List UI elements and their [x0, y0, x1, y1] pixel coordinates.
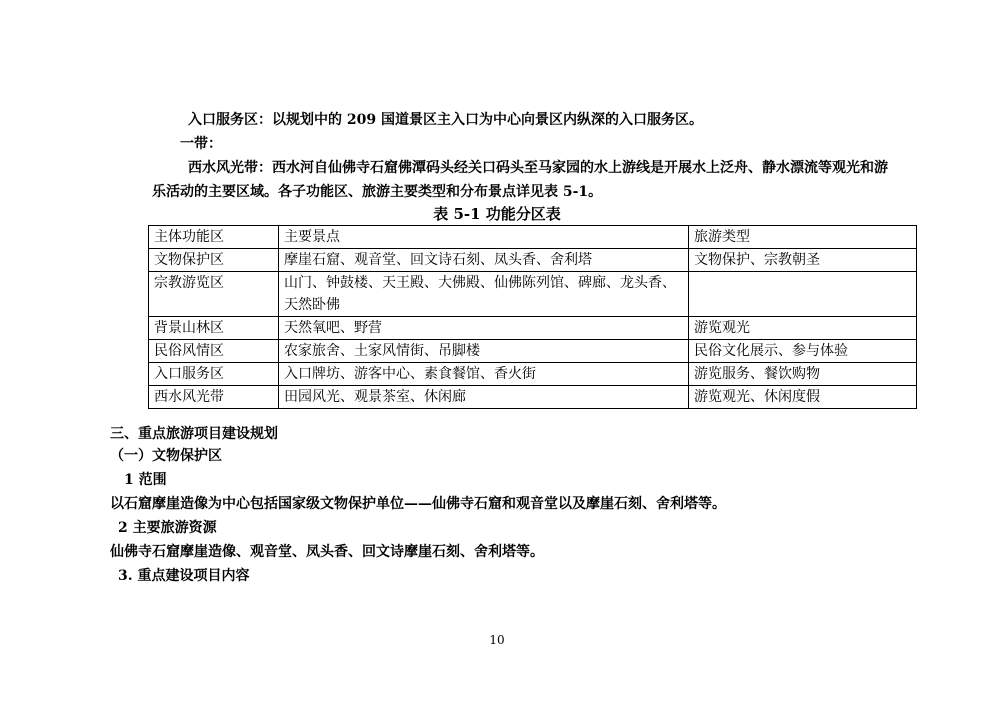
table-caption: 表 5-1 功能分区表	[433, 205, 561, 223]
header-spots: 主要景点	[279, 226, 689, 249]
cell-type: 游览观光、休闲度假	[689, 386, 917, 409]
table-row	[149, 249, 917, 272]
cell-zone: 民俗风情区	[149, 340, 279, 363]
table-row	[149, 340, 917, 363]
cell-type: 文物保护、宗教朝圣	[689, 249, 917, 272]
cell-spots: 天然氧吧、野营	[279, 317, 689, 340]
cell-type	[689, 272, 917, 317]
table-row	[149, 272, 917, 317]
cell-spots: 农家旅舍、土家风情街、吊脚楼	[279, 340, 689, 363]
table-row	[149, 386, 917, 409]
cell-spots: 入口牌坊、游客中心、素食餐馆、香火街	[279, 363, 689, 386]
table-row	[149, 363, 917, 386]
cell-zone: 文物保护区	[149, 249, 279, 272]
item-text-1: 以石窟摩崖造像为中心包括国家级文物保护单位——仙佛寺石窟和观音堂以及摩崖石刻、舍利塔等。	[110, 496, 726, 512]
item-heading-3: 3. 重点建设项目内容	[118, 568, 250, 584]
table-row	[149, 317, 917, 340]
paragraph-xishui-line1: 西水风光带：西水河自仙佛寺石窟佛潭码头经关口码头至马家园的水上游线是开展水上泛舟、静水漂流等观光和游	[188, 160, 888, 176]
cell-type: 游览服务、餐饮购物	[689, 363, 917, 386]
cell-type: 民俗文化展示、参与体验	[689, 340, 917, 363]
item-text-2: 仙佛寺石窟摩崖造像、观音堂、凤头香、回文诗摩崖石刻、舍利塔等。	[110, 544, 544, 560]
cell-zone: 入口服务区	[149, 363, 279, 386]
cell-spots: 田园风光、观景茶室、休闲廊	[279, 386, 689, 409]
section-heading-3: 三、重点旅游项目建设规划	[110, 426, 278, 442]
cell-zone: 宗教游览区	[149, 272, 279, 317]
item-heading-1: 1 范围	[124, 472, 167, 488]
cell-zone: 背景山林区	[149, 317, 279, 340]
header-type: 旅游类型	[689, 226, 917, 249]
item-heading-2: 2 主要旅游资源	[118, 520, 217, 536]
subsection-heading-1: （一）文物保护区	[110, 448, 222, 464]
cell-spots: 摩崖石窟、观音堂、回文诗石刻、凤头香、舍利塔	[279, 249, 689, 272]
paragraph-one-belt: 一带：	[180, 136, 222, 152]
paragraph-entry-zone: 入口服务区：以规划中的 209 国道景区主入口为中心向景区内纵深的入口服务区。	[188, 112, 703, 128]
cell-spots: 山门、钟鼓楼、天王殿、大佛殿、仙佛陈列馆、碑廊、龙头香、 天然卧佛	[279, 272, 689, 317]
function-zone-table	[148, 225, 917, 409]
table-header-row	[149, 226, 917, 249]
header-zone: 主体功能区	[149, 226, 279, 249]
cell-type: 游览观光	[689, 317, 917, 340]
page-number: 10	[489, 633, 505, 647]
paragraph-xishui-line2: 乐活动的主要区域。各子功能区、旅游主要类型和分布景点详见表 5-1。	[152, 184, 603, 200]
cell-zone: 西水风光带	[149, 386, 279, 409]
